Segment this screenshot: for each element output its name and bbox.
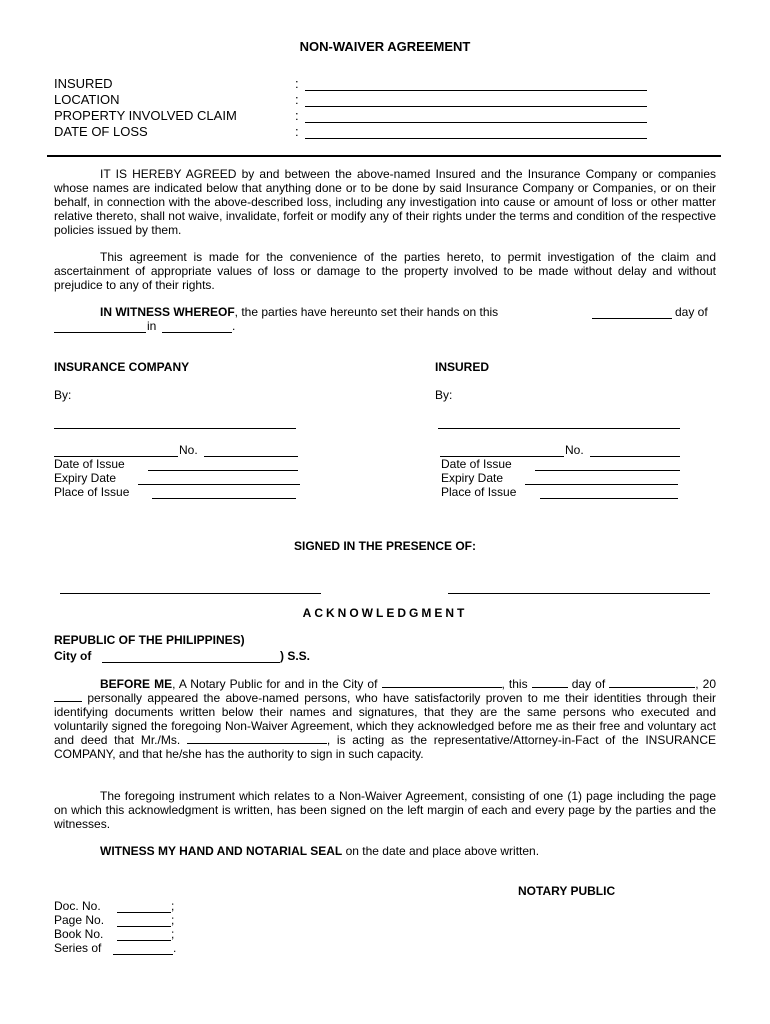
before-me-text-6: , is acting as the representative/Attorney-in-Fact of the INSURANCE COMPANY, and that he/she has the authority to sign in such capacity. — [54, 733, 716, 761]
city-of-label: City of — [54, 649, 92, 663]
insured-no-label: No. — [565, 443, 584, 457]
ack-month-field[interactable] — [609, 677, 695, 688]
convenience-paragraph — [54, 250, 716, 292]
witness-end: . — [232, 319, 236, 333]
series-of-label: Series of — [54, 941, 102, 955]
insurance-company-no-label: No. — [179, 443, 198, 457]
insured-by: By: — [435, 388, 453, 402]
ack-year-field[interactable] — [54, 691, 82, 702]
doc-no-suffix: ; — [171, 899, 175, 913]
signed-presence-heading: SIGNED IN THE PRESENCE OF: — [293, 539, 477, 553]
acknowledgment-heading: ACKNOWLEDGMENT — [302, 606, 468, 620]
ack-day-field[interactable] — [532, 677, 568, 688]
insurance-company-no-field[interactable] — [204, 456, 298, 457]
before-me-text-2: , this — [501, 677, 528, 691]
insured-date-of-issue-field[interactable] — [535, 470, 680, 471]
notary-city-field[interactable] — [382, 677, 502, 688]
property-involved-claim-field[interactable] — [305, 122, 647, 123]
insured-date-of-issue-label: Date of Issue — [441, 457, 512, 471]
insured-heading: INSURED — [435, 360, 490, 374]
foregoing-text: The foregoing instrument which relates to a Non-Waiver Agreement, consisting of one (1) page including the page on which this acknowledgment is written, has been signed on the left margin of each and every page by the parties and the witnesses. — [54, 789, 716, 831]
before-me-bold: BEFORE ME — [100, 677, 173, 691]
location-field[interactable] — [305, 106, 647, 107]
insured-field[interactable] — [305, 90, 647, 91]
book-no-field[interactable] — [117, 940, 171, 941]
representative-name-field[interactable] — [187, 733, 327, 744]
witness-place-field[interactable] — [162, 332, 232, 333]
book-no-label: Book No. — [54, 927, 104, 941]
insurance-company-date-of-issue-label: Date of Issue — [54, 457, 125, 471]
document-title: NON-WAIVER AGREEMENT — [299, 39, 471, 54]
date-of-loss-field[interactable] — [305, 138, 647, 139]
insurance-company-date-of-issue-field[interactable] — [148, 470, 298, 471]
before-me-text-4: , 20 — [695, 677, 716, 691]
before-me-text-5: personally appeared the above-named persons, who have satisfactorily proven to me their identities through their identifying documents written below their names and signatures, that they are the same persons who executed and voluntarily signed the foregoing Non-Waiver Agreement, which they acknowledged before me as their free and voluntary act and deed that Mr./Ms. — [54, 691, 716, 747]
insurance-company-expiry-date-label: Expiry Date — [54, 471, 117, 485]
field-label-date-of-loss: DATE OF LOSS — [54, 124, 148, 139]
field-label-insured: INSURED — [54, 76, 113, 91]
insurance-company-place-of-issue-label: Place of Issue — [54, 485, 130, 499]
before-me-text-3: day of — [571, 677, 606, 691]
insured-place-of-issue-label: Place of Issue — [441, 485, 517, 499]
agreement-paragraph — [54, 167, 716, 237]
agreement-text: IT IS HEREBY AGREED by and between the above-named Insured and the Insurance Company or companies whose names are indicated below that anything done or to be done by said Insurance Company or Companies, or on their behalf, in connection with the above-described loss, including any investigation into cause or amount of loss or other matter relative thereto, shall not waive, invalidate, forfeit or modify any of their rights under the terms and condition of the respective policies issued by them. — [54, 167, 716, 237]
insured-place-of-issue-field[interactable] — [540, 498, 678, 499]
page-no-suffix: ; — [171, 913, 175, 927]
insured-signature-field[interactable] — [438, 428, 680, 429]
notarial-seal-line — [100, 845, 539, 859]
field-label-location: LOCATION — [54, 92, 120, 107]
republic-line: REPUBLIC OF THE PHILIPPINES) — [54, 633, 245, 647]
page-no-field[interactable] — [117, 926, 171, 927]
series-of-suffix: . — [173, 941, 177, 955]
witness-whereof-text: , the parties have hereunto set their hands on this — [234, 305, 499, 319]
series-of-field[interactable] — [113, 954, 173, 955]
insured-expiry-date-field[interactable] — [525, 484, 678, 485]
witness-1-signature-field[interactable] — [60, 593, 321, 594]
witness-month-field[interactable] — [54, 332, 146, 333]
notarial-seal-text: on the date and place above written. — [342, 844, 540, 858]
field-colon: : — [295, 108, 299, 123]
witness-day-of: day of — [675, 305, 708, 319]
insured-no-field[interactable] — [590, 456, 680, 457]
doc-no-label: Doc. No. — [54, 899, 101, 913]
field-colon: : — [295, 124, 299, 139]
insurance-company-heading: INSURANCE COMPANY — [54, 360, 190, 374]
insured-expiry-date-label: Expiry Date — [441, 471, 504, 485]
insurance-company-signature-field[interactable] — [54, 428, 296, 429]
ss-label: ) S.S. — [280, 649, 311, 663]
insurance-company-expiry-date-field[interactable] — [138, 484, 300, 485]
field-colon: : — [295, 92, 299, 107]
before-me-text-1: , A Notary Public for and in the City of — [172, 677, 378, 691]
insurance-company-place-of-issue-field[interactable] — [152, 498, 296, 499]
city-of-field[interactable] — [102, 662, 280, 663]
notarial-seal-bold: WITNESS MY HAND AND NOTARIAL SEAL — [100, 844, 343, 858]
page-no-label: Page No. — [54, 913, 105, 927]
insurance-company-by: By: — [54, 388, 72, 402]
witness-line-1 — [100, 306, 498, 320]
header-divider — [47, 155, 721, 157]
book-no-suffix: ; — [171, 927, 175, 941]
witness-whereof-bold: IN WITNESS WHEREOF — [100, 305, 235, 319]
convenience-text: This agreement is made for the convenience of the parties hereto, to permit investigation of the claim and ascertainment of appropriate values of loss or damage to the property involved to be made without delay and without prejudice to any of their rights. — [54, 250, 716, 292]
doc-no-field[interactable] — [117, 912, 171, 913]
field-colon: : — [295, 76, 299, 91]
foregoing-paragraph — [54, 789, 716, 831]
before-me-paragraph — [54, 677, 716, 761]
witness-in: in — [147, 319, 157, 333]
notary-public-label: NOTARY PUBLIC — [518, 884, 616, 898]
witness-day-field[interactable] — [592, 318, 672, 319]
witness-2-signature-field[interactable] — [448, 593, 710, 594]
field-label-property-involved-claim: PROPERTY INVOLVED CLAIM — [54, 108, 237, 123]
